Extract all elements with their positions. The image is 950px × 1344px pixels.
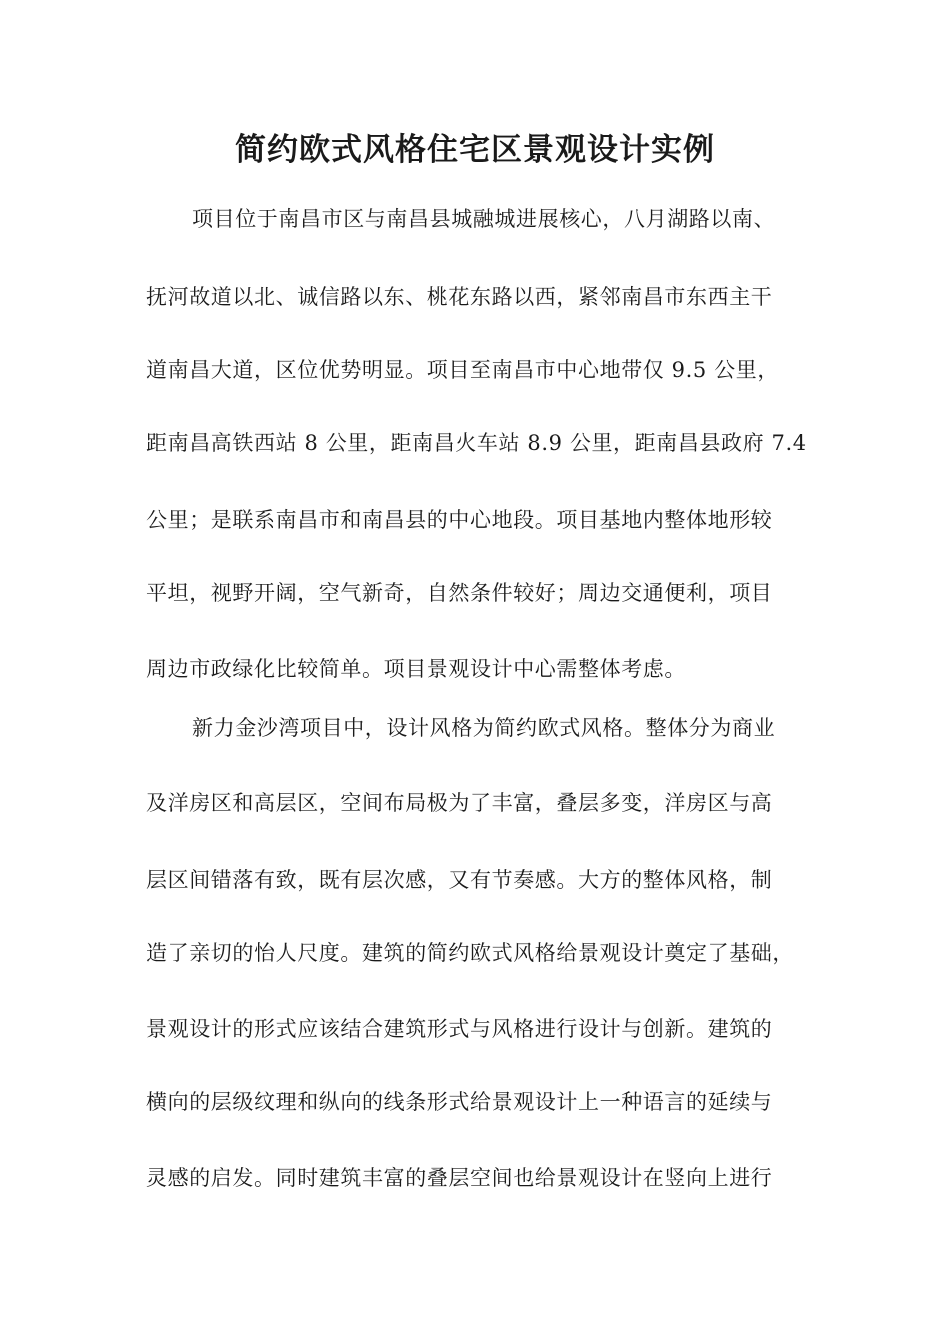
paragraph-1-line-5: 公里；是联系南昌市和南昌县的中心地段。项目基地内整体地形较 [146, 508, 773, 532]
paragraph-2-line-4: 造了亲切的怡人尺度。建筑的简约欧式风格给景观设计奠定了基础， [146, 941, 794, 965]
paragraph-1-line-4: 距南昌高铁西站 8 公里，距南昌火车站 8.9 公里，距南昌县政府 7.4 [146, 431, 807, 455]
paragraph-1-line-3: 道南昌大道，区位优势明显。项目至南昌市中心地带仅 9.5 公里， [146, 358, 779, 382]
paragraph-2-line-1: 新力金沙湾项目中，设计风格为简约欧式风格。整体分为商业 [192, 716, 776, 740]
paragraph-2-line-3: 层区间错落有致，既有层次感，又有节奏感。大方的整体风格，制 [146, 868, 773, 892]
paragraph-1-line-1: 项目位于南昌市区与南昌县城融城进展核心，八月湖路以南、 [192, 207, 776, 231]
paragraph-2-line-7: 灵感的启发。同时建筑丰富的叠层空间也给景观设计在竖向上进行 [146, 1166, 773, 1190]
document-title: 简约欧式风格住宅区景观设计实例 [235, 132, 715, 168]
paragraph-2-line-2: 及洋房区和高层区，空间布局极为了丰富，叠层多变，洋房区与高 [146, 791, 773, 815]
paragraph-1-line-2: 抚河故道以北、诚信路以东、桃花东路以西，紧邻南昌市东西主干 [146, 285, 773, 309]
paragraph-2-line-5: 景观设计的形式应该结合建筑形式与风格进行设计与创新。建筑的 [146, 1017, 773, 1041]
paragraph-1-line-7: 周边市政绿化比较简单。项目景观设计中心需整体考虑。 [146, 657, 686, 681]
paragraph-1-line-6: 平坦，视野开阔，空气新奇，自然条件较好；周边交通便利，项目 [146, 581, 773, 605]
paragraph-2-line-6: 横向的层级纹理和纵向的线条形式给景观设计上一种语言的延续与 [146, 1090, 773, 1114]
